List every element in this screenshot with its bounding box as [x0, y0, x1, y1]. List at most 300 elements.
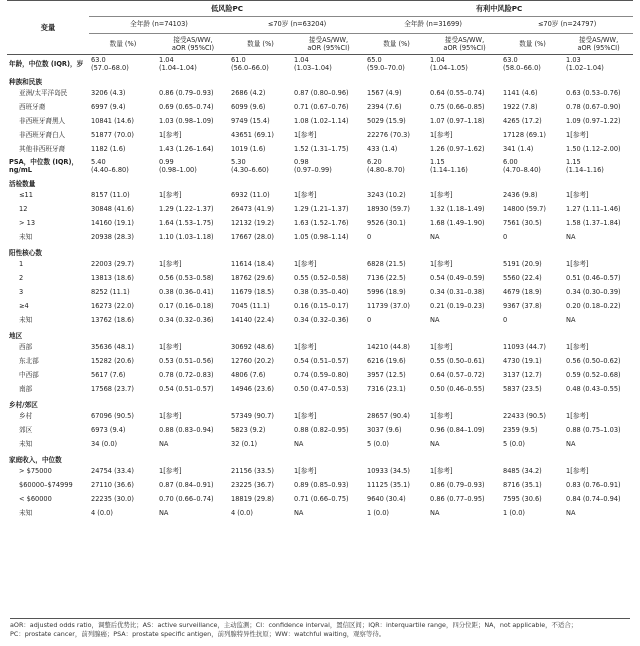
count-cell: 14140 (22.4) [231, 316, 274, 325]
count-cell: 22003 (29.7) [91, 260, 134, 269]
count-cell: 32 (0.1) [231, 440, 258, 449]
count-cell: 11093 (44.7) [503, 343, 546, 352]
count-cell: 14210 (44.8) [367, 343, 410, 352]
cell-value: 1.04 [430, 56, 445, 65]
count-cell: 1019 (1.6) [231, 145, 266, 154]
count-cell: 7316 (23.1) [367, 385, 406, 394]
count-cell: 17128 (69.1) [503, 131, 546, 140]
count-cell: 18930 (59.7) [367, 205, 410, 214]
subgroup-header-1: 全年龄 (n=74103) [89, 17, 229, 34]
aor-cell: 0.54 (0.49–0.59) [430, 274, 485, 283]
aor-cell: 0.78 (0.72–0.83) [159, 371, 214, 380]
count-cell: 7136 (22.5) [367, 274, 406, 283]
table-cell [365, 55, 428, 75]
count-cell: 5560 (22.4) [503, 274, 542, 283]
aor-cell: 0.17 (0.16–0.18) [159, 302, 214, 311]
section-header-row [7, 328, 633, 341]
count-cell: 11679 (18.5) [231, 288, 274, 297]
count-cell: 34 (0.0) [91, 440, 118, 449]
table-cell [89, 55, 157, 75]
table-cell [501, 55, 564, 75]
cell-value: 0.99 [159, 158, 174, 167]
count-cell: 67096 (90.5) [91, 412, 134, 421]
count-cell: 3137 (12.7) [503, 371, 542, 380]
table-row [7, 300, 633, 314]
aor-cell: 1[参考] [430, 131, 453, 140]
section-title: 乡村/郊区 [9, 401, 38, 409]
table-row [7, 189, 633, 203]
table-row [7, 341, 633, 355]
section-title: 种族和民族 [9, 78, 42, 86]
count-cell: 12132 (19.2) [231, 219, 274, 228]
count-cell: 8485 (34.2) [503, 467, 542, 476]
column-header-count: 数量 (%) [229, 34, 292, 55]
aor-cell: 1.27 (1.11–1.46) [566, 205, 621, 214]
count-cell: 1141 (4.6) [503, 89, 538, 98]
table-row [7, 383, 633, 397]
aor-cell: 0.88 (0.83–0.94) [159, 426, 214, 435]
footnote-line-2: PC：prostate cancer，前列腺癌；PSA：prostate specific antigen，前列腺特异性抗原；WW：watchful waiting，观察等待。 [10, 630, 386, 638]
cell-value: 1.04 [159, 56, 174, 65]
cell-value: 6.20 [367, 158, 382, 167]
aor-cell: 0.74 (0.59–0.80) [294, 371, 349, 380]
header-row-groups [7, 1, 633, 17]
aor-label-line-2: aOR (95%CI) [443, 44, 486, 52]
cell-value: 63.0 [91, 56, 106, 65]
aor-cell: 0.69 (0.65–0.74) [159, 103, 214, 112]
aor-cell: 0.96 (0.84–1.09) [430, 426, 485, 435]
aor-cell: 0.38 (0.36–0.41) [159, 288, 214, 297]
column-header-count: 数量 (%) [365, 34, 428, 55]
group-header-favorable-intermediate: 有利中风险PC [365, 1, 633, 17]
aor-cell: 1[参考] [159, 191, 182, 200]
row-label: > 13 [19, 219, 36, 228]
count-cell: 2436 (9.8) [503, 191, 538, 200]
aor-cell: 0.48 (0.43–0.55) [566, 385, 621, 394]
count-cell: 4 (0.0) [91, 509, 113, 518]
count-cell: 24754 (33.4) [91, 467, 134, 476]
table-row [7, 101, 633, 115]
count-cell: 43651 (69.1) [231, 131, 274, 140]
aor-cell: 0.86 (0.79–0.93) [430, 481, 485, 490]
table-cell [229, 55, 292, 75]
data-table [7, 0, 633, 521]
aor-cell: 1[参考] [566, 131, 589, 140]
count-cell: 6099 (9.6) [231, 103, 266, 112]
count-cell: 433 (1.4) [367, 145, 398, 154]
aor-cell: NA [159, 509, 169, 518]
aor-cell: 0.78 (0.67–0.90) [566, 103, 621, 112]
aor-cell: 0.54 (0.51–0.57) [159, 385, 214, 394]
count-cell: 5029 (15.9) [367, 117, 406, 126]
aor-cell: 1[参考] [294, 131, 317, 140]
count-cell: 8252 (11.1) [91, 288, 130, 297]
aor-cell: 1[参考] [294, 260, 317, 269]
count-cell: 1 (0.0) [503, 509, 525, 518]
table-row [7, 424, 633, 438]
cell-value: 5.30 [231, 158, 246, 167]
count-cell: 4679 (18.9) [503, 288, 542, 297]
count-cell: 22235 (30.0) [91, 495, 134, 504]
aor-cell: 0.56 (0.53–0.58) [159, 274, 214, 283]
aor-cell: 0.71 (0.67–0.76) [294, 103, 349, 112]
table-row [7, 286, 633, 300]
row-label: 南部 [19, 385, 33, 394]
cell-range: (1.03–1.04) [294, 63, 332, 72]
header-row-columns [7, 34, 633, 55]
count-cell: 9367 (37.8) [503, 302, 542, 311]
count-cell: 11125 (35.1) [367, 481, 410, 490]
aor-label-line-2: aOR (95%CI) [307, 44, 350, 52]
aor-cell: 1[参考] [430, 191, 453, 200]
aor-cell: 0.53 (0.51–0.56) [159, 357, 214, 366]
aor-cell: 1.52 (1.31–1.75) [294, 145, 349, 154]
table-row [7, 465, 633, 479]
aor-cell: 1[参考] [566, 343, 589, 352]
aor-cell: 1[参考] [159, 467, 182, 476]
table-row [7, 87, 633, 101]
aor-cell: 1.32 (1.18–1.49) [430, 205, 485, 214]
count-cell: 18762 (29.6) [231, 274, 274, 283]
table-cell [564, 157, 633, 176]
count-cell: 3243 (10.2) [367, 191, 406, 200]
aor-cell: 0.21 (0.19–0.23) [430, 302, 485, 311]
aor-cell: 0.50 (0.46–0.55) [430, 385, 485, 394]
aor-label-line-1: 接受AS/WW, [444, 36, 485, 44]
aor-cell: 1.58 (1.37–1.84) [566, 219, 621, 228]
aor-cell: 1[参考] [159, 260, 182, 269]
aor-cell: 1.26 (0.97–1.62) [430, 145, 485, 154]
cell-value: 61.0 [231, 56, 246, 65]
count-cell: 6932 (11.0) [231, 191, 270, 200]
aor-label-line-1: 接受AS/WW, [308, 36, 349, 44]
table-cell [292, 55, 365, 75]
count-cell: 0 [503, 233, 508, 242]
subgroup-header-4: ≤70岁 (n=24797) [501, 17, 633, 34]
cell-range: (1.02–1.04) [566, 63, 604, 72]
count-cell: 4730 (19.1) [503, 357, 542, 366]
count-cell: 7561 (30.5) [503, 219, 542, 228]
table-cell [292, 157, 365, 176]
table-row [7, 369, 633, 383]
aor-cell: 0.34 (0.32–0.36) [159, 316, 214, 325]
aor-cell: 0.75 (0.66–0.85) [430, 103, 485, 112]
table-row [7, 410, 633, 424]
count-cell: 10841 (14.6) [91, 117, 134, 126]
table-cell [157, 55, 229, 75]
group-header-low-risk: 低风险PC [89, 1, 365, 17]
count-cell: 4265 (17.2) [503, 117, 542, 126]
aor-cell: 0.87 (0.84–0.91) [159, 481, 214, 490]
aor-cell: 1.08 (1.02–1.14) [294, 117, 349, 126]
subgroup-header-2: ≤70岁 (n=63204) [229, 17, 365, 34]
table-row [7, 129, 633, 143]
cell-range: (1.14–1.16) [566, 165, 604, 174]
cell-range: (4.40–6.80) [91, 165, 129, 174]
cell-range: (4.70–8.40) [503, 165, 541, 174]
count-cell: 5823 (9.2) [231, 426, 266, 435]
table-cell [428, 55, 501, 75]
aor-cell: 0.54 (0.51–0.57) [294, 357, 349, 366]
aor-cell: 0.88 (0.75–1.03) [566, 426, 621, 435]
aor-cell: 0.56 (0.50–0.62) [566, 357, 621, 366]
table-row [7, 438, 633, 452]
count-cell: 16273 (22.0) [91, 302, 134, 311]
table-row [7, 203, 633, 217]
cell-value: 5.40 [91, 158, 106, 167]
count-cell: 6828 (21.5) [367, 260, 406, 269]
count-cell: 6997 (9.4) [91, 103, 126, 112]
count-cell: 14800 (59.7) [503, 205, 546, 214]
aor-cell: 1.29 (1.22–1.37) [159, 205, 214, 214]
row-label: 郊区 [19, 426, 33, 435]
section-title: PSA，中位数 (IQR)，ng/mL [9, 158, 79, 174]
aor-cell: 1.64 (1.53–1.75) [159, 219, 214, 228]
count-cell: 0 [367, 233, 372, 242]
aor-label-line-1: 接受AS/WW, [173, 36, 213, 44]
aor-label-line-2: aOR (95%CI) [171, 44, 215, 52]
aor-cell: NA [566, 316, 576, 325]
aor-cell: 0.83 (0.76–0.91) [566, 481, 621, 490]
aor-cell: 1[参考] [159, 131, 182, 140]
aor-cell: 1[参考] [294, 467, 317, 476]
aor-cell: 0.34 (0.32–0.36) [294, 316, 349, 325]
count-cell: 12760 (20.2) [231, 357, 274, 366]
count-cell: 23225 (36.7) [231, 481, 274, 490]
aor-cell: 1[参考] [430, 260, 453, 269]
count-cell: 20938 (28.3) [91, 233, 134, 242]
count-cell: 10933 (34.5) [367, 467, 410, 476]
table-cell [89, 157, 157, 176]
count-cell: 7595 (30.6) [503, 495, 542, 504]
count-cell: 5837 (23.5) [503, 385, 542, 394]
count-cell: 22276 (70.3) [367, 131, 410, 140]
table-row [7, 479, 633, 493]
table-cell [428, 157, 501, 176]
table-cell [564, 55, 633, 75]
row-label: 未知 [19, 316, 33, 325]
aor-cell: 1.03 (0.98–1.09) [159, 117, 214, 126]
row-label: 未知 [19, 440, 33, 449]
table-footnote [10, 618, 630, 639]
footnote-line-1: aOR：adjusted odds ratio，调整后优势比；AS：active surveillance，主动监测；CI：confidence interval，置信区间；IQR：interquartile range，四分位距；NA，not applicable，不适合； [10, 621, 578, 629]
aor-cell: 0.34 (0.30–0.39) [566, 288, 621, 297]
cell-range: (4.30–6.60) [231, 165, 269, 174]
aor-cell: 0.64 (0.55–0.74) [430, 89, 485, 98]
aor-cell: 0.89 (0.85–0.93) [294, 481, 349, 490]
count-cell: 5 (0.0) [367, 440, 389, 449]
cell-value: 63.0 [503, 56, 518, 65]
cell-range: (1.04–1.05) [430, 63, 468, 72]
count-cell: 3037 (9.6) [367, 426, 402, 435]
aor-cell: 0.86 (0.79–0.93) [159, 89, 214, 98]
aor-cell: 1[参考] [294, 412, 317, 421]
table-cell [229, 157, 292, 176]
count-cell: 30848 (41.6) [91, 205, 134, 214]
count-cell: 30692 (48.6) [231, 343, 274, 352]
count-cell: 13813 (18.6) [91, 274, 134, 283]
aor-cell: 1[参考] [566, 191, 589, 200]
aor-cell: 0.34 (0.31–0.38) [430, 288, 485, 297]
table-row [7, 143, 633, 157]
cell-range: (1.04–1.04) [159, 63, 197, 72]
count-cell: 22433 (90.5) [503, 412, 546, 421]
count-cell: 5996 (18.9) [367, 288, 406, 297]
row-label: 3 [19, 288, 24, 297]
aor-cell: 1.68 (1.49–1.90) [430, 219, 485, 228]
aor-cell: 1[参考] [430, 467, 453, 476]
cell-value: 1.15 [566, 158, 581, 167]
table-row [7, 272, 633, 286]
count-cell: 7045 (11.1) [231, 302, 270, 311]
row-label: 乡村 [19, 412, 33, 421]
aor-cell: NA [430, 440, 440, 449]
aor-cell: 0.55 (0.52–0.58) [294, 274, 349, 283]
row-label: 非西班牙裔白人 [19, 131, 66, 140]
aor-cell: 0.64 (0.57–0.72) [430, 371, 485, 380]
column-header-count: 数量 (%) [89, 34, 157, 55]
aor-cell: 1.50 (1.12–2.00) [566, 145, 621, 154]
cell-value: 1.04 [294, 56, 309, 65]
section-title: 活检数量 [9, 180, 36, 188]
aor-cell: 1[参考] [430, 343, 453, 352]
count-cell: 8716 (35.1) [503, 481, 542, 490]
column-header-count: 数量 (%) [501, 34, 564, 55]
count-cell: 4 (0.0) [231, 509, 253, 518]
row-label: 亚洲/太平洋岛民 [19, 89, 68, 98]
aor-cell: 0.88 (0.82–0.95) [294, 426, 349, 435]
row-label: 未知 [19, 509, 33, 518]
row-label: 1 [19, 260, 24, 269]
aor-cell: 0.63 (0.53–0.76) [566, 89, 621, 98]
aor-cell: 0.55 (0.50–0.61) [430, 357, 485, 366]
count-cell: 21156 (33.5) [231, 467, 274, 476]
aor-cell: 0.50 (0.47–0.53) [294, 385, 349, 394]
count-cell: 1567 (4.9) [367, 89, 402, 98]
cell-value: 1.15 [430, 158, 445, 167]
aor-cell: 0.70 (0.66–0.74) [159, 495, 214, 504]
aor-cell: NA [294, 509, 304, 518]
aor-cell: NA [566, 440, 576, 449]
row-label: 其他非西班牙裔 [19, 145, 66, 154]
table-row [7, 314, 633, 328]
aor-cell: 1.07 (0.97–1.18) [430, 117, 485, 126]
section-title: 年龄，中位数 (IQR)，岁 [9, 59, 84, 68]
count-cell: 26473 (41.9) [231, 205, 274, 214]
table-row [7, 157, 633, 176]
column-header-aor [428, 34, 501, 55]
count-cell: 51877 (70.0) [91, 131, 134, 140]
aor-cell: 0.71 (0.66–0.75) [294, 495, 349, 504]
section-header-row [7, 452, 633, 465]
row-label: 西班牙裔 [19, 103, 46, 112]
aor-cell: 1.43 (1.26–1.64) [159, 145, 214, 154]
aor-cell: 1[参考] [159, 343, 182, 352]
aor-cell: 1.09 (0.97–1.22) [566, 117, 621, 126]
section-title: 地区 [9, 332, 23, 340]
table-row [7, 217, 633, 231]
count-cell: 6973 (9.4) [91, 426, 126, 435]
count-cell: 11614 (18.4) [231, 260, 274, 269]
row-label: ≥4 [19, 302, 29, 311]
count-cell: 3206 (4.3) [91, 89, 126, 98]
aor-cell: 0.16 (0.15–0.17) [294, 302, 349, 311]
section-header-row [7, 176, 633, 189]
row-label: 东北部 [19, 357, 39, 366]
aor-cell: NA [566, 509, 576, 518]
aor-cell: 1[参考] [294, 343, 317, 352]
aor-cell: 1[参考] [566, 467, 589, 476]
row-label: 西部 [19, 343, 33, 352]
table-body [7, 55, 633, 522]
count-cell: 14946 (23.6) [231, 385, 274, 394]
table-row [7, 55, 633, 75]
count-cell: 2394 (7.6) [367, 103, 402, 112]
aor-cell: 1[参考] [430, 412, 453, 421]
aor-cell: 1.05 (0.98–1.14) [294, 233, 349, 242]
count-cell: 1182 (1.6) [91, 145, 126, 154]
count-cell: 27110 (36.6) [91, 481, 134, 490]
row-label: $60000–$74999 [19, 481, 73, 490]
cell-range: (1.14–1.16) [430, 165, 468, 174]
table-row [7, 493, 633, 507]
aor-cell: 1[参考] [294, 191, 317, 200]
column-header-aor [564, 34, 633, 55]
count-cell: 2686 (4.2) [231, 89, 266, 98]
aor-cell: NA [430, 316, 440, 325]
cell-range: (4.80–8.70) [367, 165, 405, 174]
cell-range: (0.97–0.99) [294, 165, 332, 174]
count-cell: 15282 (20.6) [91, 357, 134, 366]
cell-range: (0.98–1.00) [159, 165, 197, 174]
count-cell: 9640 (30.4) [367, 495, 406, 504]
aor-cell: NA [159, 440, 169, 449]
aor-cell: 0.59 (0.52–0.68) [566, 371, 621, 380]
count-cell: 0 [367, 316, 372, 325]
row-label: 12 [19, 205, 28, 214]
table-row [7, 115, 633, 129]
count-cell: 9526 (30.1) [367, 219, 406, 228]
aor-cell: 0.87 (0.80–0.96) [294, 89, 349, 98]
count-cell: 13762 (18.6) [91, 316, 134, 325]
row-label: 中西部 [19, 371, 39, 380]
aor-cell: 0.51 (0.46–0.57) [566, 274, 621, 283]
aor-cell: NA [294, 440, 304, 449]
table-cell [365, 157, 428, 176]
cell-range: (57.0–68.0) [91, 63, 129, 72]
count-cell: 57349 (90.7) [231, 412, 274, 421]
aor-cell: 0.20 (0.18–0.22) [566, 302, 621, 311]
count-cell: 8157 (11.0) [91, 191, 130, 200]
aor-cell: 1.29 (1.21–1.37) [294, 205, 349, 214]
count-cell: 5191 (20.9) [503, 260, 542, 269]
count-cell: 35636 (48.1) [91, 343, 134, 352]
count-cell: 1 (0.0) [367, 509, 389, 518]
count-cell: 4806 (7.6) [231, 371, 266, 380]
aor-cell: NA [566, 233, 576, 242]
cell-range: (59.0–70.0) [367, 63, 405, 72]
aor-cell: 0.86 (0.77–0.95) [430, 495, 485, 504]
count-cell: 28657 (90.4) [367, 412, 410, 421]
row-label: 2 [19, 274, 24, 283]
table-cell [157, 157, 229, 176]
table-row [7, 507, 633, 521]
cell-range: (58.0–66.0) [503, 63, 541, 72]
count-cell: 0 [503, 316, 508, 325]
count-cell: 6216 (19.6) [367, 357, 406, 366]
row-label: 未知 [19, 233, 33, 242]
section-header-row [7, 397, 633, 410]
